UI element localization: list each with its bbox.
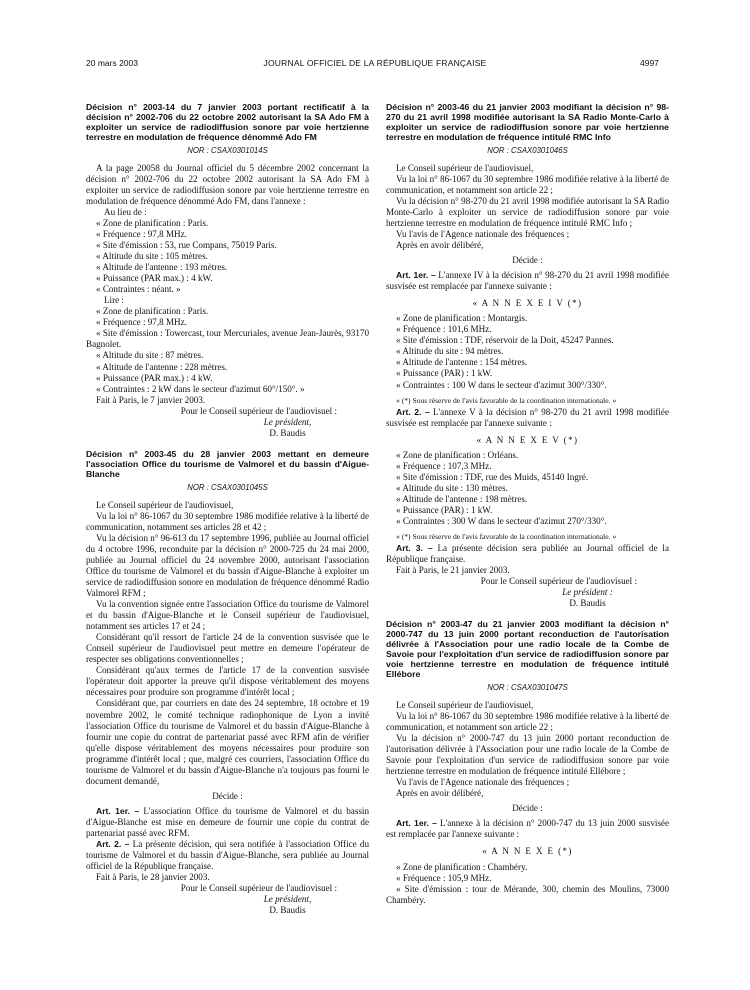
header-page-number: 4997 bbox=[640, 58, 659, 68]
new-values-list bbox=[86, 306, 369, 394]
decision-title: Décision n° 2003-14 du 7 janvier 2003 portant rectificatif à la décision n° 2002-706 du 22 octobre 2002 autorisant la SA Ado FM à exploiter un service de radiodiffusion sonore par voie hertzienne terrestre en modulation de fréquence dénommé Ado FM bbox=[86, 102, 369, 142]
decision-title: Décision n° 2003-47 du 21 janvier 2003 modifiant la décision n° 2000-747 du 13 juin 2000 portant reconduction de l'autorisation délivrée à l'Association pour une radio locale de la Combe de Savoie pour l'exploitation d'un service de radiodiffusion sonore par voie hertzienne terrestre en modulation de fréquence intitulé Ellébore bbox=[386, 619, 669, 679]
annex-heading: « A N N E X E I V (*) bbox=[472, 298, 583, 309]
left-column bbox=[86, 103, 369, 916]
article-text: L'annexe à la décision n° 2000-747 du 13 juin 2000 susvisée est remplacée par l'annexe suivante : bbox=[386, 818, 670, 840]
paragraph: Vu l'avis de l'Agence nationale des fréquences ; bbox=[396, 228, 570, 239]
footnote: « (*) Sous réserve de l'avis favorable de la coordination internationale. » bbox=[396, 532, 617, 542]
list-item: « Zone de planification : Paris. bbox=[96, 306, 209, 317]
page-header bbox=[0, 58, 750, 74]
list-item: « Fréquence : 101,6 MHz. bbox=[396, 324, 492, 335]
list-item: « Zone de planification : Chambéry. bbox=[396, 861, 528, 872]
list-item: « Fréquence : 107,3 MHz. bbox=[396, 460, 492, 471]
annex-v-list bbox=[386, 450, 669, 527]
article-1 bbox=[386, 270, 669, 292]
list-item: « Puissance (PAR) : 1 kW. bbox=[396, 368, 493, 379]
lire: Lire : bbox=[104, 295, 124, 306]
header-journal-title: JOURNAL OFFICIEL DE LA RÉPUBLIQUE FRANÇAISE bbox=[263, 58, 487, 68]
signature-title: Le président : bbox=[562, 587, 613, 598]
paragraph: Vu la décision n° 2000-747 du 13 juin 2000 portant reconduction de l'autorisation délivrée à l'Association pour une radio locale de la Combe de Savoie pour l'exploitation d'un service de radiodiffusion sonore par voie hertzienne terrestre en modulation de fréquence intitulé Ellébore ; bbox=[386, 733, 669, 777]
signature-line: Pour le Conseil supérieur de l'audiovisuel : bbox=[480, 576, 637, 587]
signature-name: D. Baudis bbox=[269, 905, 306, 916]
paragraph: Après en avoir délibéré, bbox=[396, 240, 484, 250]
right-column bbox=[386, 103, 669, 906]
list-item: « Altitude de l'antenne : 193 mètres. bbox=[96, 262, 228, 273]
au-lieu-de: Au lieu de : bbox=[104, 206, 147, 217]
decision-title: Décision n° 2003-46 du 21 janvier 2003 modifiant la décision n° 98-270 du 21 avril 1998 modifiée autorisant la SA Radio Monte-Carlo à exploiter un service de radiodiffusion sonore par voie hertzienne terrestre en modulation de fréquence intitulé RMC Info bbox=[386, 102, 669, 142]
article-text: L'annexe IV à la décision n° 98-270 du 21 avril 1998 modifiée susvisée est remplacée par l'annexe suivante : bbox=[386, 270, 670, 292]
decision-2003-46 bbox=[386, 103, 669, 609]
decision-2003-45 bbox=[86, 450, 369, 917]
signature-name: D. Baudis bbox=[569, 598, 606, 609]
annex-heading: « A N N E X E V (*) bbox=[476, 434, 579, 445]
list-item: « Altitude du site : 130 mètres. bbox=[396, 482, 508, 493]
decision-title: Décision n° 2003-45 du 28 janvier 2003 mettant en demeure l'association Office du tourisme de Valmorel et du bassin d'Aigue-Blanche bbox=[86, 448, 369, 479]
list-item: « Fréquence : 97,8 MHz. bbox=[96, 228, 187, 239]
article-label: Art. 2. – bbox=[396, 406, 430, 417]
list-item: « Puissance (PAR) : 1 kW. bbox=[396, 504, 493, 515]
list-item: « Fréquence : 105,9 MHz. bbox=[396, 872, 492, 883]
list-item: « Contraintes : 300 W dans le secteur d'azimut 270°/330°. bbox=[396, 516, 607, 527]
decide-heading: Décide : bbox=[212, 790, 243, 801]
list-item: « Fréquence : 97,8 MHz. bbox=[96, 317, 187, 328]
list-item: « Puissance (PAR max.) : 4 kW. bbox=[96, 273, 213, 284]
paragraph: Vu la loi n° 86-1067 du 30 septembre 1986 modifiée relative à la liberté de communication, et notamment son article 22 ; bbox=[386, 173, 669, 195]
signature-name: D. Baudis bbox=[269, 427, 306, 438]
list-item: « Contraintes : 100 W dans le secteur d'azimut 300°/330°. bbox=[396, 379, 607, 390]
list-item: « Altitude de l'antenne : 154 mètres. bbox=[396, 357, 528, 368]
list-item: « Contraintes : néant. » bbox=[96, 284, 181, 295]
article-1 bbox=[86, 806, 369, 839]
annex-list bbox=[386, 862, 669, 906]
list-item: « Altitude du site : 87 mètres. bbox=[96, 350, 204, 361]
article-label: Art. 1er. – bbox=[396, 818, 437, 829]
paragraph: Considérant qu'il ressort de l'article 24 de la convention susvisée que le Conseil supérieur de l'audiovisuel peut mettre en demeure l'opérateur de respecter ses obligations conventionnelles ; bbox=[86, 632, 369, 665]
footnote: « (*) Sous réserve de l'avis favorable de la coordination internationale. » bbox=[396, 395, 617, 405]
article-label: Art. 3. – bbox=[396, 543, 433, 554]
paragraph: Vu la convention signée entre l'association Office du tourisme de Valmorel et du bassin d'Aigue-Blanche et le Conseil supérieur de l'audiovisuel, notamment ses articles 17 et 24 ; bbox=[86, 599, 369, 632]
list-item: « Zone de planification : Montargis. bbox=[396, 313, 528, 324]
decide-heading: Décide : bbox=[512, 803, 543, 814]
article-3 bbox=[386, 543, 669, 565]
paragraph: Vu la loi n° 86-1067 du 30 septembre 1986 modifiée relative à la liberté de communication, et notamment son article 22 ; bbox=[386, 710, 669, 732]
list-item: « Site d'émission : Towercast, tour Mercuriales, avenue Jean-Jaurès, 93170 Bagnolet. bbox=[86, 328, 369, 350]
article-1 bbox=[386, 818, 669, 840]
paragraph: Après en avoir délibéré, bbox=[396, 788, 484, 799]
header-date: 20 mars 2003 bbox=[86, 58, 138, 68]
article-text: La présente décision sera publiée au Journal officiel de la République française. bbox=[386, 543, 669, 565]
article-text: L'association Office du tourisme de Valmorel et du bassin d'Aigue-Blanche est mise en demeure de fournir une copie du contrat de partenariat passé avec RFM. bbox=[86, 805, 369, 838]
article-2 bbox=[386, 407, 669, 429]
list-item: « Altitude du site : 94 mètres. bbox=[396, 346, 504, 357]
fait-a-paris: Fait à Paris, le 7 janvier 2003. bbox=[96, 394, 206, 405]
nor-reference: NOR : CSAX0301045S bbox=[187, 482, 268, 492]
signature-line: Pour le Conseil supérieur de l'audiovisuel : bbox=[180, 883, 337, 894]
list-item: « Altitude de l'antenne : 198 mètres. bbox=[396, 493, 528, 504]
nor-reference: NOR : CSAX0301046S bbox=[487, 145, 568, 155]
list-item: « Puissance (PAR max.) : 4 kW. bbox=[96, 372, 213, 383]
paragraph: Le Conseil supérieur de l'audiovisuel, bbox=[96, 499, 234, 510]
list-item: « Zone de planification : Paris. bbox=[96, 217, 209, 228]
list-item: « Site d'émission : TDF, réservoir de la Doit, 45247 Pannes. bbox=[396, 335, 614, 346]
article-text: L'annexe V à la décision n° 98-270 du 21 avril 1998 modifiée susvisée est remplacée par l'annexe suivante : bbox=[386, 406, 669, 428]
paragraph: Le Conseil supérieur de l'audiovisuel, bbox=[396, 162, 534, 173]
paragraph: A la page 20058 du Journal officiel du 5 décembre 2002 concernant la décision n° 2002-706 du 22 octobre 2002 autorisant la SA Ado FM à exploiter un service de radiodiffusion sonore par voie hertzienne terrestre en modulation de fréquence dénommé Ado FM, dans l'annexe : bbox=[86, 162, 369, 206]
paragraph: Vu la décision n° 98-270 du 21 avril 1998 modifiée autorisant la SA Radio Monte-Carlo à exploiter un service de radiodiffusion sonore par voie hertzienne terrestre en modulation de fréquence intitulé RMC Info ; bbox=[386, 195, 669, 228]
article-label: Art. 1er. – bbox=[96, 805, 140, 816]
nor-reference: NOR : CSAX0301014S bbox=[187, 145, 268, 155]
fait-a-paris: Fait à Paris, le 21 janvier 2003. bbox=[396, 565, 510, 576]
paragraph: Vu l'avis de l'Agence nationale des fréquences ; bbox=[396, 777, 570, 788]
list-item: « Altitude de l'antenne : 228 mètres. bbox=[96, 361, 228, 372]
decision-2003-47 bbox=[386, 620, 669, 905]
article-label: Art. 1er. – bbox=[396, 270, 436, 281]
signature-title: Le président, bbox=[263, 894, 312, 905]
paragraph: Considérant qu'aux termes de l'article 17 de la convention susvisée l'opérateur doit apporter la preuve qu'il dispose véritablement des moyens nécessaires pour produire son programme d'intérêt local ; bbox=[86, 665, 369, 698]
paragraph: Vu la loi n° 86-1067 du 30 septembre 1986 modifiée relative à la liberté de communication, notamment ses articles 28 et 42 ; bbox=[86, 510, 369, 532]
annex-iv-list bbox=[386, 313, 669, 390]
list-item: « Site d'émission : TDF, rue des Muids, 45140 Ingré. bbox=[396, 471, 589, 482]
list-item: « Altitude du site : 105 mètres. bbox=[96, 251, 208, 262]
paragraph: Le Conseil supérieur de l'audiovisuel, bbox=[396, 699, 534, 710]
signature-line: Pour le Conseil supérieur de l'audiovisuel : bbox=[180, 405, 337, 416]
list-item: « Contraintes : 2 kW dans le secteur d'azimut 60°/150°. » bbox=[96, 383, 305, 394]
article-text: La présente décision, qui sera notifiée à l'association Office du tourisme de Valmorel et du bassin d'Aigue-Blanche, sera publiée au Journal officiel de la République française. bbox=[86, 839, 369, 872]
decide-heading: Décide : bbox=[512, 255, 543, 266]
fait-a-paris: Fait à Paris, le 28 janvier 2003. bbox=[96, 872, 210, 883]
paragraph: Considérant que, par courriers en date des 24 septembre, 18 octobre et 19 novembre 2002, le comité technique radiophonique de Lyon a invité l'association Office du tourisme de Valmorel et du bassin d'Aigue-Blanche à fournir une copie du contrat de partenariat passé avec RFM afin de vérifier qu'elle dispose véritablement des moyens nécessaires pour produire son programme d'intérêt local ; que, malgré ces courriers, l'association Office du tourisme de Valmorel et du bassin d'Aigue-Blanche n'a toujours pas fourni le document demandé, bbox=[86, 698, 369, 786]
list-item: « Site d'émission : 53, rue Compans, 75019 Paris. bbox=[96, 240, 277, 250]
annex-heading: « A N N E X E (*) bbox=[482, 846, 573, 857]
old-values-list bbox=[86, 218, 369, 295]
nor-reference: NOR : CSAX0301047S bbox=[487, 682, 568, 692]
decision-2003-14 bbox=[86, 103, 369, 439]
paragraph: Vu la décision n° 96-613 du 17 septembre 1996, publiée au Journal officiel du 4 octobre 1996, reconduite par la décision n° 2000-725 du 24 mai 2000, publiée au Journal officiel du 24 novembre 2000, autorisant l'association Office du tourisme de Valmorel et du bassin d'Aigue-Blanche à exploiter un service de radiodiffusion sonore en modulation de fréquence dénommé Radio Valmorel RFM ; bbox=[86, 532, 369, 598]
article-2 bbox=[86, 839, 369, 872]
list-item: « Zone de planification : Orléans. bbox=[396, 449, 519, 460]
article-label: Art. 2. – bbox=[96, 839, 130, 850]
list-item: « Site d'émission : tour de Mérande, 300, chemin des Moulins, 73000 Chambéry. bbox=[386, 883, 669, 905]
signature-title: Le président, bbox=[263, 416, 312, 427]
